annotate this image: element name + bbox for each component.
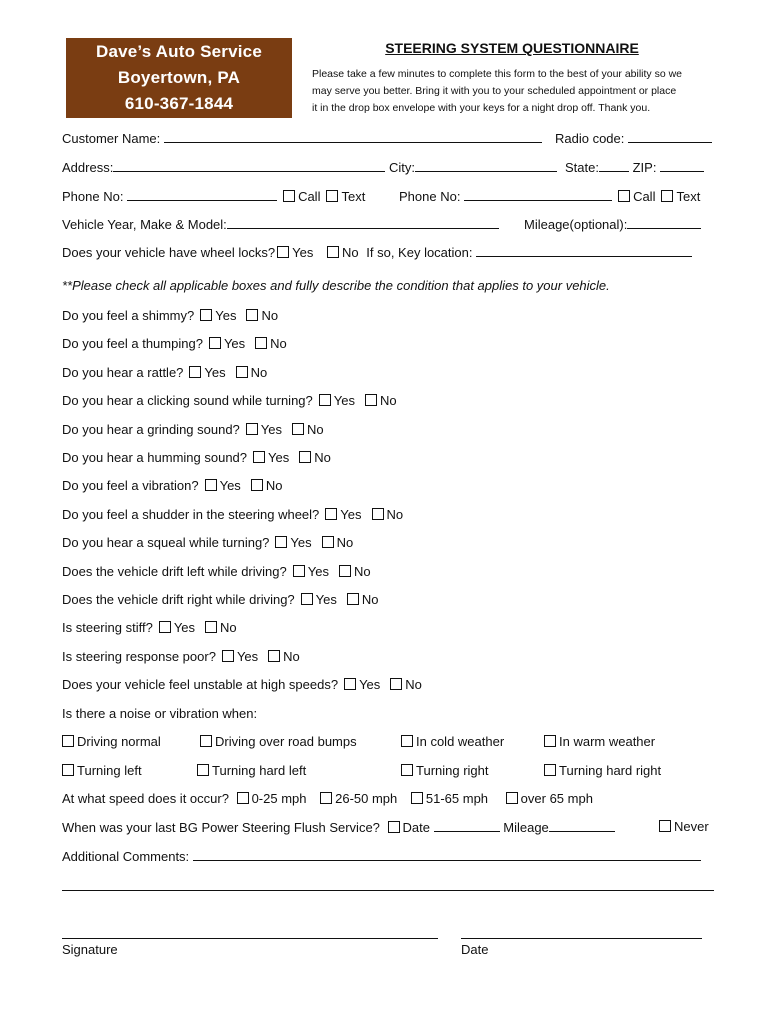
question-yes-checkbox[interactable] <box>275 536 287 548</box>
warm-weather-label: In warm weather <box>559 734 656 749</box>
phone1-field[interactable] <box>127 188 277 201</box>
flush-never-checkbox[interactable] <box>659 820 671 832</box>
zip-field[interactable] <box>660 159 704 172</box>
question-yes-checkbox[interactable] <box>253 451 265 463</box>
question-text: Does the vehicle drift left while driving? <box>62 564 287 579</box>
question-no-checkbox[interactable] <box>246 309 258 321</box>
address-label: Address: <box>62 160 114 175</box>
speed-prompt: At what speed does it occur? <box>62 791 229 806</box>
intro-line-3: it in the drop box envelope with your keys for a night drop off. Thank you. <box>312 102 651 114</box>
question-yes-label: Yes <box>219 478 241 493</box>
question-no-label: No <box>220 620 237 635</box>
flush-date-field[interactable] <box>434 819 500 832</box>
turning-left-label: Turning left <box>77 763 142 778</box>
question-yes-checkbox[interactable] <box>205 479 217 491</box>
question-text: Is steering stiff? <box>62 620 153 635</box>
driving-normal-label: Driving normal <box>77 734 161 749</box>
date-label: Date <box>461 942 489 957</box>
question-no-label: No <box>336 535 354 550</box>
question-yes-label: Yes <box>333 393 355 408</box>
question-text: Do you hear a clicking sound while turning? <box>62 393 313 408</box>
turning-right-label: Turning right <box>416 763 489 778</box>
address-row <box>62 159 557 176</box>
question-no-label: No <box>353 564 371 579</box>
speed-26-50-checkbox[interactable] <box>320 792 332 804</box>
shop-name: Dave’s Auto Service <box>95 42 262 61</box>
vehicle-row <box>62 216 499 233</box>
phone1-text-label: Text <box>341 189 366 204</box>
wheel-locks-yes-checkbox[interactable] <box>277 246 289 258</box>
phone1-call-label: Call <box>298 189 321 204</box>
wheel-locks-yes-label: Yes <box>292 245 314 260</box>
condition-turning-left <box>62 763 142 779</box>
question-yes-checkbox[interactable] <box>246 423 258 435</box>
intro-line-1: Please take a few minutes to complete this form to the best of your ability so we <box>312 68 683 80</box>
comments-row <box>62 848 701 865</box>
state-label: State: <box>565 160 599 175</box>
city-label: City: <box>388 160 415 175</box>
phone1-label: Phone No: <box>62 189 124 204</box>
flush-prompt: When was your last BG Power Steering Flush Service? <box>62 820 380 835</box>
condition-turning-hard-left <box>197 763 306 779</box>
comments-extra-line[interactable] <box>62 890 714 891</box>
question-no-checkbox[interactable] <box>292 423 304 435</box>
phone2-label: Phone No: <box>399 189 461 204</box>
speed-over-65-label: over 65 mph <box>520 791 593 806</box>
question-text: Do you feel a shimmy? <box>62 308 195 323</box>
question-yes-label: Yes <box>315 592 337 607</box>
turning-right-checkbox[interactable] <box>401 764 413 776</box>
question-row <box>62 535 353 551</box>
question-row <box>62 365 267 381</box>
turning-hard-left-label: Turning hard left <box>212 763 307 778</box>
question-no-checkbox[interactable] <box>205 621 217 633</box>
question-no-checkbox[interactable] <box>347 593 359 605</box>
question-yes-checkbox[interactable] <box>344 678 356 690</box>
question-no-label: No <box>314 450 331 465</box>
question-row <box>62 649 300 665</box>
question-yes-label: Yes <box>204 365 226 380</box>
shop-logo-box <box>66 38 292 118</box>
question-no-checkbox[interactable] <box>390 678 402 690</box>
state-field[interactable] <box>599 159 629 172</box>
zip-label: ZIP: <box>632 160 657 175</box>
question-no-checkbox[interactable] <box>372 508 384 520</box>
flush-row <box>62 819 615 836</box>
shop-location: Boyertown, PA <box>117 68 241 87</box>
phone2-call-checkbox[interactable] <box>618 190 630 202</box>
question-yes-label: Yes <box>223 336 246 351</box>
radio-code-field[interactable] <box>628 130 712 143</box>
form-intro <box>312 66 730 117</box>
key-location-field[interactable] <box>476 244 692 257</box>
turning-hard-left-checkbox[interactable] <box>197 764 209 776</box>
question-yes-label: Yes <box>260 422 283 437</box>
customer-name-field[interactable] <box>164 130 542 143</box>
driving-normal-checkbox[interactable] <box>62 735 74 747</box>
question-no-label: No <box>361 592 379 607</box>
wheel-locks-no-label: No <box>342 245 359 260</box>
question-yes-checkbox[interactable] <box>222 650 234 662</box>
question-yes-checkbox[interactable] <box>301 593 313 605</box>
condition-driving-bumps <box>200 734 357 750</box>
question-text: Do you feel a thumping? <box>62 336 203 351</box>
speed-26-50-label: 26-50 mph <box>335 791 398 806</box>
question-no-label: No <box>250 365 268 380</box>
wheel-locks-question: Does your vehicle have wheel locks? <box>62 245 276 260</box>
question-row <box>62 507 403 523</box>
speed-over-65-checkbox[interactable] <box>506 792 518 804</box>
question-no-checkbox[interactable] <box>365 394 377 406</box>
signature-line[interactable] <box>62 938 438 939</box>
question-no-label: No <box>405 677 422 692</box>
question-yes-checkbox[interactable] <box>319 394 331 406</box>
comments-field[interactable] <box>193 848 701 861</box>
question-yes-label: Yes <box>340 507 362 522</box>
question-row <box>62 422 324 438</box>
speed-51-65-checkbox[interactable] <box>411 792 423 804</box>
question-text: Do you hear a rattle? <box>62 365 184 380</box>
address-field[interactable] <box>113 159 385 172</box>
speed-row <box>62 791 593 807</box>
question-no-label: No <box>379 393 397 408</box>
question-yes-checkbox[interactable] <box>159 621 171 633</box>
vehicle-label: Vehicle Year, Make & Model: <box>62 217 227 232</box>
driving-bumps-checkbox[interactable] <box>200 735 212 747</box>
key-location-label: If so, Key location: <box>366 245 473 260</box>
mileage-field[interactable] <box>627 216 701 229</box>
question-yes-label: Yes <box>173 620 196 635</box>
question-yes-label: Yes <box>236 649 259 664</box>
question-row <box>62 393 397 409</box>
question-no-checkbox[interactable] <box>339 565 351 577</box>
question-row <box>62 564 371 580</box>
turning-left-checkbox[interactable] <box>62 764 74 776</box>
question-yes-checkbox[interactable] <box>293 565 305 577</box>
wheel-locks-no-checkbox[interactable] <box>327 246 339 258</box>
question-yes-label: Yes <box>268 450 290 465</box>
question-no-label: No <box>270 336 287 351</box>
condition-warm-weather <box>544 734 655 750</box>
conditions-prompt: Is there a noise or vibration when: <box>62 706 258 721</box>
flush-mileage-label: Mileage <box>503 820 549 835</box>
question-no-checkbox[interactable] <box>255 337 267 349</box>
question-yes-label: Yes <box>215 308 237 323</box>
phone1-call-checkbox[interactable] <box>283 190 295 202</box>
question-no-checkbox[interactable] <box>236 366 248 378</box>
speed-51-65-label: 51-65 mph <box>425 791 489 806</box>
cold-weather-checkbox[interactable] <box>401 735 413 747</box>
question-yes-checkbox[interactable] <box>189 366 201 378</box>
phone1-row <box>62 188 365 205</box>
question-row <box>62 592 379 608</box>
condition-turning-hard-right <box>544 763 661 779</box>
question-text: Do you hear a grinding sound? <box>62 422 240 437</box>
phone2-call-label: Call <box>633 189 656 204</box>
question-no-checkbox[interactable] <box>299 451 311 463</box>
radio-code-label: Radio code: <box>555 131 625 146</box>
state-zip-row <box>565 159 704 176</box>
comments-label: Additional Comments: <box>62 849 190 864</box>
condition-cold-weather <box>401 734 504 750</box>
phone2-row <box>399 188 700 205</box>
question-yes-checkbox[interactable] <box>209 337 221 349</box>
question-yes-checkbox[interactable] <box>325 508 337 520</box>
question-text: Do you hear a squeal while turning? <box>62 535 270 550</box>
flush-mileage-field[interactable] <box>549 819 615 832</box>
mileage-label: Mileage(optional): <box>524 217 628 232</box>
warm-weather-checkbox[interactable] <box>544 735 556 747</box>
question-text: Do you feel a vibration? <box>62 478 199 493</box>
condition-driving-normal <box>62 734 161 750</box>
flush-date-label: Date <box>402 820 431 835</box>
phone1-text-checkbox[interactable] <box>326 190 338 202</box>
date-line[interactable] <box>461 938 702 939</box>
question-row <box>62 450 331 466</box>
intro-line-2: may serve you better. Bring it with you to your scheduled appointment or place <box>312 85 677 97</box>
form-title: STEERING SYSTEM QUESTIONNAIRE <box>385 40 639 56</box>
shop-phone: 610-367-1844 <box>124 94 234 113</box>
mileage-row <box>524 216 701 233</box>
question-no-label: No <box>307 422 324 437</box>
question-text: Does your vehicle feel unstable at high speeds? <box>62 677 339 692</box>
question-no-checkbox[interactable] <box>322 536 334 548</box>
question-yes-label: Yes <box>359 677 381 692</box>
cold-weather-label: In cold weather <box>416 734 505 749</box>
city-field[interactable] <box>415 159 557 172</box>
driving-bumps-label: Driving over road bumps <box>215 734 357 749</box>
question-no-checkbox[interactable] <box>268 650 280 662</box>
question-yes-label: Yes <box>290 535 312 550</box>
question-yes-checkbox[interactable] <box>200 309 212 321</box>
flush-never-label: Never <box>674 819 709 834</box>
question-text: Do you feel a shudder in the steering wheel? <box>62 507 320 522</box>
question-row <box>62 478 282 494</box>
customer-name-row <box>62 130 542 147</box>
question-text: Does the vehicle drift right while driving? <box>62 592 295 607</box>
question-no-label: No <box>265 478 283 493</box>
flush-never-row <box>659 819 709 835</box>
turning-hard-right-label: Turning hard right <box>559 763 662 778</box>
signature-label: Signature <box>62 942 118 957</box>
radio-code-row <box>555 130 712 147</box>
question-row <box>62 620 237 636</box>
vehicle-field[interactable] <box>227 216 499 229</box>
question-text: Do you hear a humming sound? <box>62 450 248 465</box>
question-row <box>62 336 287 352</box>
flush-date-checkbox[interactable] <box>388 821 400 833</box>
question-text: Is steering response poor? <box>62 649 216 664</box>
speed-0-25-checkbox[interactable] <box>237 792 249 804</box>
question-no-label: No <box>261 308 279 323</box>
question-row <box>62 677 422 693</box>
wheel-locks-row <box>62 244 692 261</box>
customer-name-label: Customer Name: <box>62 131 161 146</box>
question-no-checkbox[interactable] <box>251 479 263 491</box>
instructions-note: **Please check all applicable boxes and fully describe the condition that applies to your vehicle. <box>62 278 610 293</box>
question-no-label: No <box>283 649 300 664</box>
question-no-label: No <box>386 507 404 522</box>
question-row <box>62 308 278 324</box>
phone2-text-label: Text <box>676 189 701 204</box>
condition-turning-right <box>401 763 489 779</box>
phone2-field[interactable] <box>464 188 612 201</box>
phone2-text-checkbox[interactable] <box>661 190 673 202</box>
turning-hard-right-checkbox[interactable] <box>544 764 556 776</box>
question-yes-label: Yes <box>307 564 329 579</box>
speed-0-25-label: 0-25 mph <box>251 791 307 806</box>
